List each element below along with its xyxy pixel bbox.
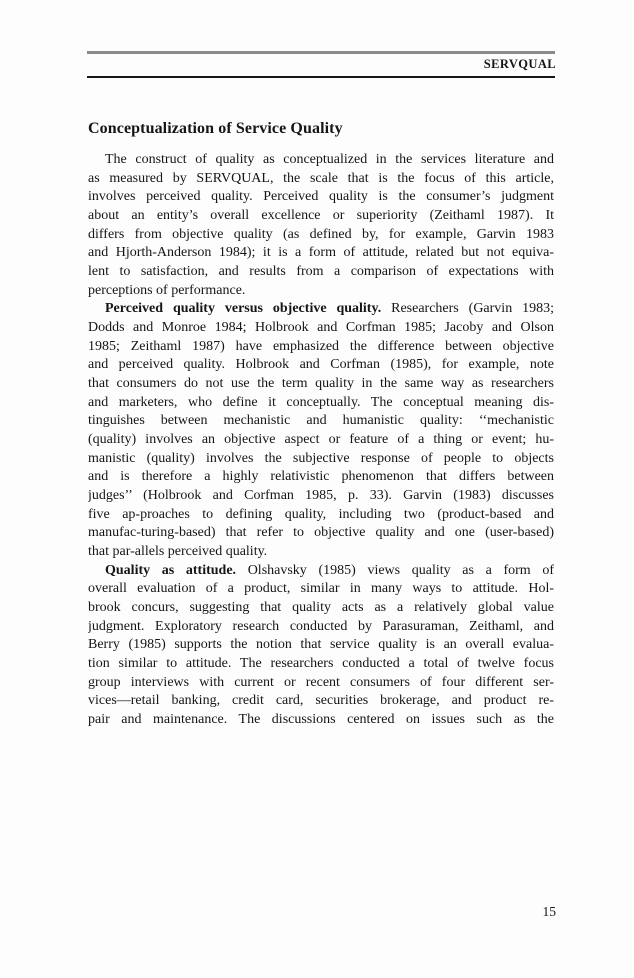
header-rule-bottom <box>87 76 555 78</box>
text-line: group interviews with current or recent consumers of four different ser- <box>88 674 554 690</box>
text-line: The construct of quality as conceptualized in the services literature and <box>105 152 554 167</box>
text-line: 1985; Zeithaml 1987) have emphasized the difference between objective <box>88 338 554 354</box>
text-line: as measured by SERVQUAL, the scale that is the focus of this article, <box>88 170 554 186</box>
text-line: and marketers, who define it conceptually. The conceptual meaning dis- <box>88 394 554 410</box>
paragraph-lead-in: Quality as attitude. <box>105 562 237 578</box>
text-line: Berry (1985) supports the notion that service quality is an overall evalua- <box>88 637 554 653</box>
text-run: Researchers (Garvin 1983; <box>381 301 554 317</box>
text-line: and perceived quality. Holbrook and Corfman (1985), for example, note <box>88 357 554 373</box>
text-line: vices—retail banking, credit card, securities brokerage, and product re- <box>88 693 554 709</box>
text-line: tion similar to attitude. The researchers conducted a total of twelve focus <box>88 656 554 672</box>
text-line: that consumers do not use the term quality in the same way as researchers <box>88 376 554 392</box>
text-line: and Hjorth-Anderson 1984); it is a form of attitude, related but not equiva- <box>88 245 554 261</box>
text-line: that par-allels perceived quality. <box>88 544 268 560</box>
section-heading: Conceptualization of Service Quality <box>88 120 343 137</box>
text-line <box>88 300 554 319</box>
text-line: judges’’ (Holbrook and Corfman 1985, p. 33). Garvin (1983) discusses <box>88 488 554 504</box>
text-line: brook concurs, suggesting that quality acts as a relatively global value <box>88 600 554 616</box>
text-line: Dodds and Monroe 1984; Holbrook and Corfman 1985; Jacoby and Olson <box>88 320 554 336</box>
text-line: manistic (quality) involves the subjective response of people to objects <box>88 450 554 466</box>
page-number: 15 <box>542 904 556 919</box>
text-line: manufac-turing-based) that refer to objective quality and one (user-based) <box>88 525 554 541</box>
body-text <box>88 151 554 730</box>
text-line: lent to satisfaction, and results from a comparison of expectations with <box>88 264 554 280</box>
text-line: about an entity’s overall excellence or superiority (Zeithaml 1987). It <box>88 208 554 224</box>
text-line: tinguishes between mechanistic and humanistic quality: ‘‘mechanistic <box>88 413 554 429</box>
text-line: (quality) involves an objective aspect or feature of a thing or event; hu- <box>88 432 554 448</box>
text-line: involves perceived quality. Perceived quality is the consumer’s judgment <box>88 189 554 205</box>
header-rule-top <box>87 51 555 54</box>
text-run: Olshavsky (1985) views quality as a form of <box>236 562 554 578</box>
text-line: perceptions of performance. <box>88 282 246 298</box>
text-line: pair and maintenance. The discussions centered on issues such as the <box>88 712 554 728</box>
text-line: and is therefore a highly relativistic phenomenon that differs between <box>88 469 554 485</box>
text-line <box>88 562 554 581</box>
text-line: differs from objective quality (as defined by, for example, Garvin 1983 <box>88 226 554 242</box>
paragraph-lead-in: Perceived quality versus objective quality. <box>105 301 382 317</box>
text-line: overall evaluation of a product, similar in many ways to attitude. Hol- <box>88 581 554 597</box>
running-head: SERVQUAL <box>483 57 556 71</box>
text-line: five ap-proaches to defining quality, including two (product-based and <box>88 506 554 522</box>
text-line: judgment. Exploratory research conducted by Parasuraman, Zeithaml, and <box>88 618 554 634</box>
